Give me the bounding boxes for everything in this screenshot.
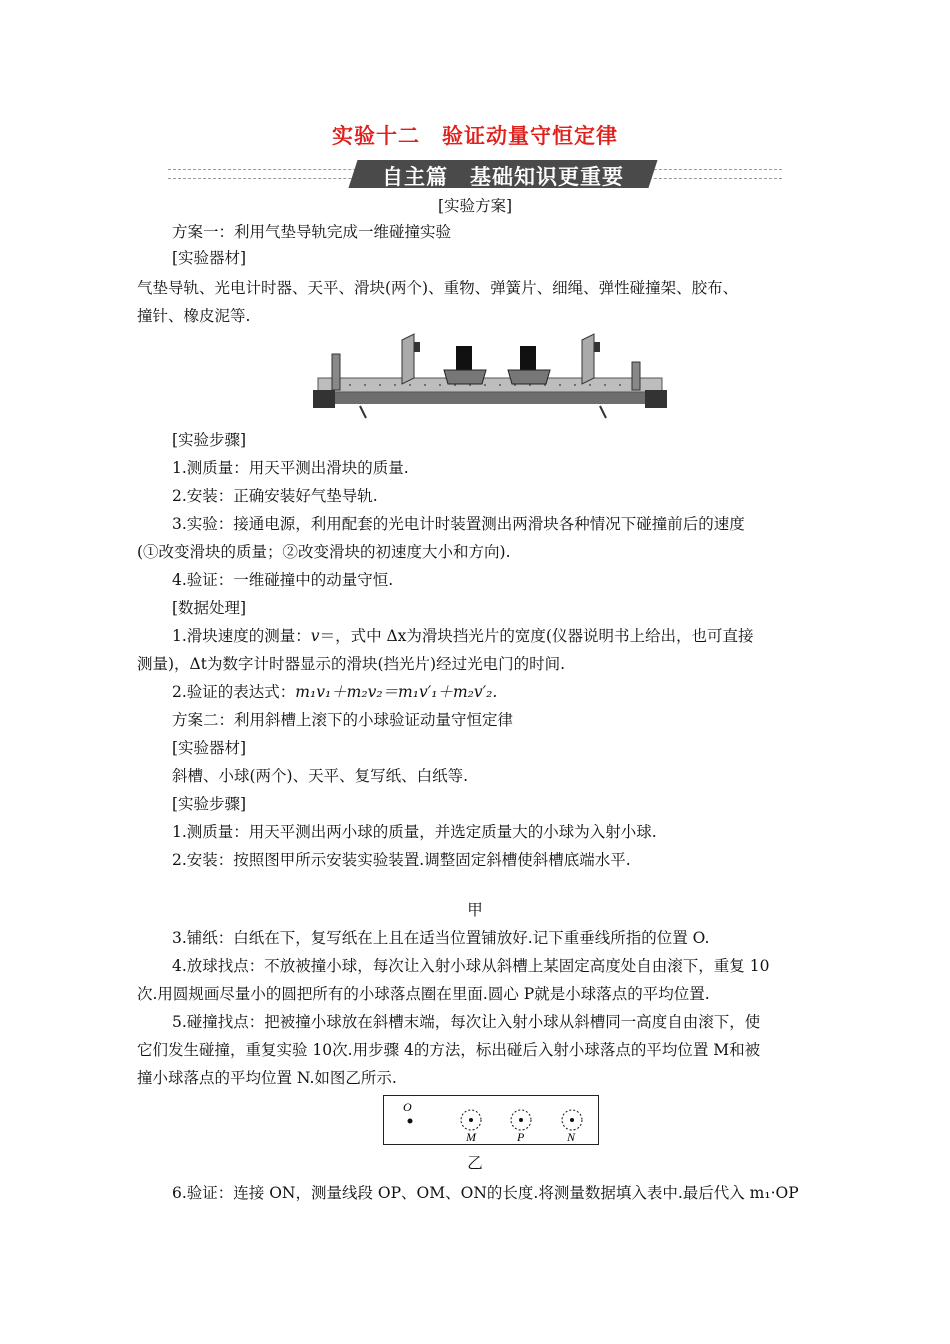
slider-left [444, 370, 486, 384]
plan1-equipment-line2: 撞针、橡皮泥等. [137, 307, 251, 325]
data1-prefix: 1.滑块速度的测量： [172, 627, 311, 645]
right-leg [600, 406, 606, 418]
left-bumper-post [332, 354, 340, 390]
left-leg [360, 406, 366, 418]
track-rail [318, 378, 662, 392]
plan2-step3: 3.铺纸：白纸在下，复写纸在上且在适当位置铺放好.记下重垂线所指的位置 O. [172, 929, 710, 947]
slider-right [508, 370, 550, 384]
plan2-steps-label: [实验步骤] [172, 795, 247, 813]
plan1-heading: 方案一：利用气垫导轨完成一维碰撞实验 [172, 223, 452, 241]
plan2-heading: 方案二：利用斜槽上滚下的小球验证动量守恒定律 [172, 711, 514, 729]
point-m-dot [469, 1118, 473, 1122]
point-p-label: P [517, 1130, 525, 1143]
plan1-data2 [172, 682, 497, 702]
plan2-step5-line1: 5.碰撞找点：把被撞小球放在斜槽末端，每次让入射小球从斜槽同一高度自由滚下，使 [172, 1013, 761, 1031]
slider-right-flag [520, 346, 536, 370]
plan2-step1: 1.测质量：用天平测出两小球的质量，并选定质量大的小球为入射小球. [172, 823, 657, 841]
plan1-step3-line2: (①改变滑块的质量；②改变滑块的初速度大小和方向). [137, 543, 511, 561]
data2-formula: m₁v₁＋m₂v₂＝m₁v′₁＋m₂v′₂. [295, 683, 498, 701]
left-end-block [313, 390, 335, 408]
plan2-step5-line3: 撞小球落点的平均位置 N.如图乙所示. [137, 1069, 397, 1087]
point-p-dot [519, 1118, 523, 1122]
right-end-block [645, 390, 667, 408]
right-bumper-post [632, 362, 640, 390]
point-o-label: O [403, 1100, 412, 1114]
section-scheme-heading: [实验方案] [437, 197, 513, 215]
banner-text: 自主篇 基础知识更重要 [382, 165, 624, 189]
air-track-figure [310, 332, 670, 424]
point-o-dot [408, 1119, 413, 1124]
plan2-step6: 6.验证：连接 ON，测量线段 OP、OM、ON的长度.将测量数据填入表中.最后代入 m₁·OP [172, 1184, 799, 1202]
figure-jia-caption: 甲 [467, 901, 483, 919]
data1-rest: ＝，式中 Δx为滑块挡光片的宽度(仪器说明书上给出，也可直接 [319, 627, 754, 645]
plan1-step1: 1.测质量：用天平测出滑块的质量. [172, 459, 409, 477]
point-m-label: M [466, 1130, 476, 1143]
figure-yi-box [383, 1095, 599, 1145]
plan2-equipment-label: [实验器材] [172, 739, 247, 757]
photogate-left-sensor [414, 342, 420, 352]
data1-v: v [310, 627, 320, 645]
slider-left-flag [456, 346, 472, 370]
figure-yi-caption: 乙 [467, 1154, 483, 1172]
page-title: 实验十二 验证动量守恒定律 [332, 124, 618, 148]
data2-prefix: 2.验证的表达式： [172, 683, 296, 701]
plan1-step4: 4.验证：一维碰撞中的动量守恒. [172, 571, 394, 589]
point-n-dot [570, 1118, 574, 1122]
landing-points-diagram [384, 1096, 597, 1143]
photogate-left [402, 334, 414, 384]
plan1-equipment-line1: 气垫导轨、光电计时器、天平、滑块(两个)、重物、弹簧片、细绳、弹性碰撞架、胶布、 [137, 279, 739, 297]
plan1-data1-line1 [172, 626, 753, 646]
plan2-step4-line1: 4.放球找点：不放被撞小球，每次让入射小球从斜槽上某固定高度处自由滚下，重复 10 [172, 957, 770, 975]
plan1-data-label: [数据处理] [172, 599, 247, 617]
section-banner [168, 160, 782, 190]
plan2-step2: 2.安装：按照图甲所示安装实验装置.调整固定斜槽使斜槽底端水平. [172, 851, 631, 869]
plan2-step5-line2: 它们发生碰撞，重复实验 10次.用步骤 4的方法，标出碰后入射小球落点的平均位置 M和被 [137, 1041, 761, 1059]
point-n-label: N [567, 1130, 576, 1143]
plan1-step2: 2.安装：正确安装好气垫导轨. [172, 487, 378, 505]
photogate-right-sensor [594, 342, 600, 352]
photogate-right [582, 334, 594, 384]
plan1-equipment-label: [实验器材] [172, 249, 247, 267]
plan1-steps-label: [实验步骤] [172, 431, 247, 449]
plan1-data1-line2: 测量)，Δt为数字计时器显示的滑块(挡光片)经过光电门的时间. [137, 655, 565, 673]
plan1-step3-line1: 3.实验：接通电源，利用配套的光电计时装置测出两滑块各种情况下碰撞前后的速度 [172, 515, 745, 533]
plan2-equipment: 斜槽、小球(两个)、天平、复写纸、白纸等. [172, 767, 469, 785]
plan2-step4-line2: 次.用圆规画尽量小的圆把所有的小球落点圈在里面.圆心 P就是小球落点的平均位置. [137, 985, 710, 1003]
